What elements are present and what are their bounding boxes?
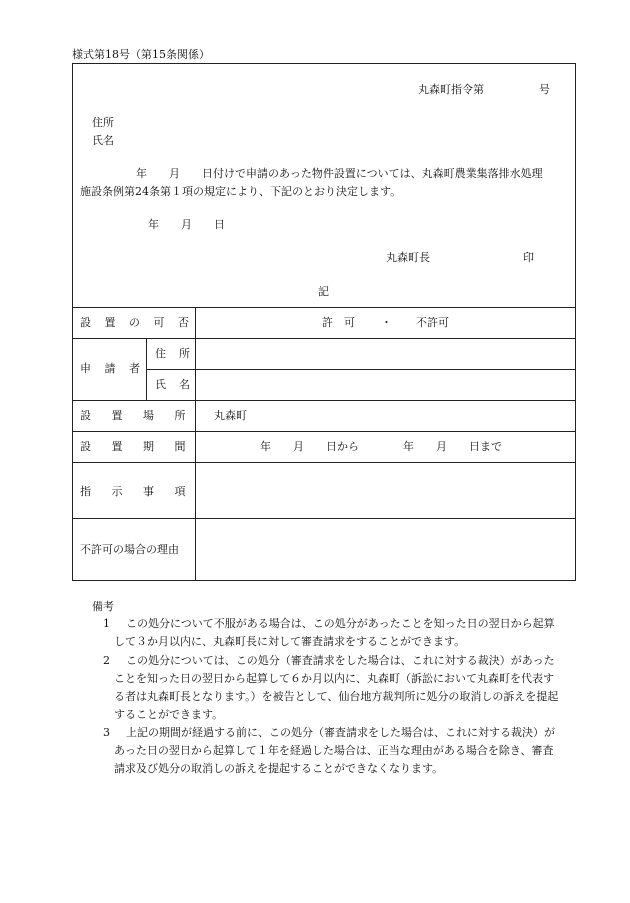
table-top-line xyxy=(72,307,576,308)
document-number: 丸森町指令第 号 xyxy=(418,83,550,96)
applicant-address-label: 住所 xyxy=(155,347,203,360)
instructions-label: 指示事項 xyxy=(80,485,206,498)
row-line xyxy=(146,369,576,370)
note-number: 1 xyxy=(103,617,110,630)
period-value: 年 月 日から 年 月 日まで xyxy=(260,440,502,453)
body-text-line1: 年 月 日付けで申請のあった物件設置については、丸森町農業集落排水処理 xyxy=(136,167,543,180)
note-2-line4: することができます。 xyxy=(114,708,224,721)
decision-date: 年 月 日 xyxy=(148,218,225,231)
notes-title: 備考 xyxy=(92,600,114,613)
row-line xyxy=(72,431,576,432)
note-2-line1: この処分については、この処分（審査請求をした場合は、これに対する裁決）があった xyxy=(126,654,555,667)
note-3-line1: 上記の期間が経過する前に、この処分（審査請求をした場合は、これに対する裁決）が xyxy=(126,726,555,739)
body-text-line2: 施設条例第24条第１項の規定により、下記のとおり決定します。 xyxy=(80,185,402,198)
note-2-line2: ことを知った日の翌日から起算して６か月以内に、丸森町（訴訟において丸森町を代表す xyxy=(114,672,554,685)
approval-separator: ・ xyxy=(381,316,392,329)
ki-heading: 記 xyxy=(318,285,329,298)
row-line xyxy=(72,400,576,401)
form-number: 様式第18号（第15条関係） xyxy=(72,48,210,61)
row-line xyxy=(72,518,576,519)
approval-label: 設置の可否 xyxy=(80,316,203,329)
approval-permit: 許 可 xyxy=(322,316,355,329)
location-value: 丸森町 xyxy=(214,409,247,422)
applicant-label: 申請者 xyxy=(80,362,154,375)
addressee-name-label: 氏名 xyxy=(92,134,114,147)
note-number: 2 xyxy=(103,654,110,667)
seal-mark: 印 xyxy=(523,251,534,264)
addressee-address-label: 住所 xyxy=(92,116,114,129)
approval-not-permit: 不許可 xyxy=(416,316,449,329)
note-1-line2: して３か月以内に、丸森町長に対して審査請求をすることができます。 xyxy=(114,635,466,648)
note-3-line3: 請求及び処分の取消しの訴えを提起することができなくなります。 xyxy=(114,762,444,775)
location-label: 設置場所 xyxy=(80,409,206,422)
note-2-line3: る者は丸森町長となります。）を被告として、仙台地方裁判所に処分の取消しの訴えを提起 xyxy=(114,690,559,703)
row-line xyxy=(72,338,576,339)
reason-label: 不許可の場合の理由 xyxy=(80,543,179,556)
note-number: 3 xyxy=(103,726,110,739)
applicant-name-label: 氏名 xyxy=(155,378,203,391)
note-3-line2: あった日の翌日から起算して１年を経過した場合は、正当な理由がある場合を除き、審査 xyxy=(114,744,554,757)
period-label: 設置期間 xyxy=(80,440,206,453)
issuer-title: 丸森町長 xyxy=(386,251,430,264)
note-1-line1: この処分について不服がある場合は、この処分があったことを知った日の翌日から起算 xyxy=(126,617,555,630)
row-line xyxy=(72,462,576,463)
